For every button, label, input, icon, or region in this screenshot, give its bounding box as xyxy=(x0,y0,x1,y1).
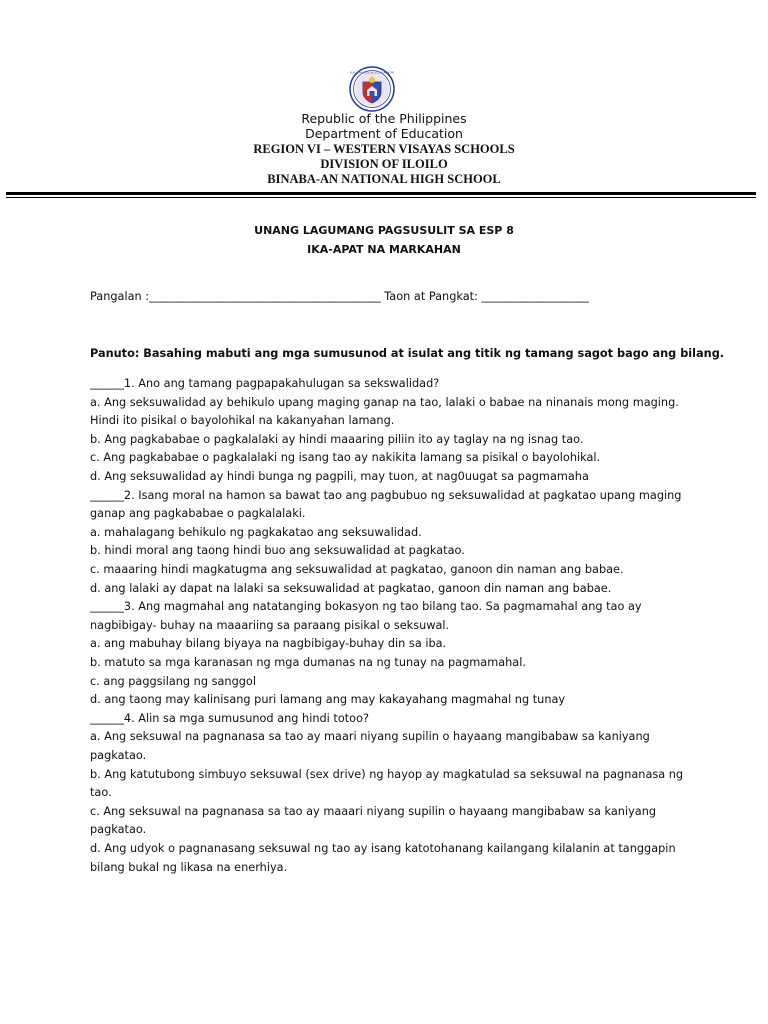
seal-lettering: KAGAWARAN NG EDUKASYON xyxy=(350,70,394,75)
exam-subtitle: IKA-APAT NA MARKAHAN xyxy=(307,243,461,256)
answer-line: b. hindi moral ang taong hindi buo ang seksuwalidad at pagkatao. xyxy=(90,544,465,558)
school-line: BINABA-AN NATIONAL HIGH SCHOOL xyxy=(267,172,501,186)
answer-line: a. Ang seksuwalidad ay behikulo upang maging ganap na tao, lalaki o babae na ninanais mong maging. xyxy=(90,395,679,409)
answer-line: nagbibigay- buhay na maaariing sa paraang pisikal o seksuwal. xyxy=(90,618,450,632)
answer-line: b. Ang katutubong simbuyo seksuwal (sex drive) ng hayop ay magkatulad sa seksuwal na pagnanasa ng xyxy=(90,767,684,781)
header-divider-thick xyxy=(6,192,756,195)
region-line: REGION VI – WESTERN VISAYAS SCHOOLS xyxy=(253,142,515,156)
question-item: ______2. Isang moral na hamon sa bawat tao ang pagbubuo ng seksuwalidad at pagkatao upang maging xyxy=(90,488,682,502)
answer-line: a. ang mabuhay bilang biyaya na nagbibigay-buhay din sa iba. xyxy=(90,637,447,651)
answer-line: d. Ang udyok o pagnanasang seksuwal ng tao ay isang katotohanang kailangang kilalanin at tanggapin xyxy=(90,842,676,855)
answer-line: bilang bukal ng likasa na enerhiya. xyxy=(90,860,288,874)
answer-line: Hindi ito pisikal o bayolohikal na kakanyahan lamang. xyxy=(90,414,395,428)
answer-line: c. Ang pagkababae o pagkalalaki ng isang tao ay nakikita lamang sa pisikal o bayolohikal. xyxy=(90,451,601,465)
division-line: DIVISION OF ILOILO xyxy=(320,157,448,171)
answer-line: c. Ang seksuwal na pagnanasa sa tao ay maaari niyang supilin o hayaang mangibabaw sa kaniyang xyxy=(90,804,657,818)
answer-line: ganap ang pagkababae o pagkalalaki. xyxy=(90,507,306,521)
exam-title: UNANG LAGUMANG PAGSUSULIT SA ESP 8 xyxy=(254,224,514,237)
question-item: ______4. Alin sa mga sumusunod ang hindi totoo? xyxy=(90,711,369,725)
answer-line: b. matuto sa mga karanasan ng mga dumanas na ng tunay na pagmamahal. xyxy=(90,656,526,669)
answer-line: a. mahalagang behikulo ng pagkakatao ang seksuwalidad. xyxy=(90,525,422,539)
deped-seal-logo xyxy=(349,66,395,112)
answer-line: c. maaaring hindi magkatugma ang seksuwalidad at pagkatao, ganoon din naman ang babae. xyxy=(90,563,624,576)
answer-line: pagkatao. xyxy=(90,823,147,837)
answer-line: b. Ang pagkababae o pagkalalaki ay hindi maaaring piliin ito ay taglay na ng isnag tao. xyxy=(90,432,584,446)
header-divider-thin xyxy=(6,197,756,198)
answer-line: c. ang paggsilang ng sanggol xyxy=(90,674,256,688)
name-and-section-field[interactable]: Pangalan :_________________________________________ Taon at Pangkat: ___________________ xyxy=(90,290,589,303)
republic-line: Republic of the Philippines xyxy=(301,111,467,126)
question-item: ______3. Ang magmahal ang natatanging bokasyon ng tao bilang tao. Sa pagmamahal ang tao ay xyxy=(90,600,642,614)
instructions: Panuto: Basahing mabuti ang mga sumusunod at isulat ang titik ng tamang sagot bago ang bilang. xyxy=(90,347,725,360)
answer-line: d. Ang seksuwalidad ay hindi bunga ng pagpili, may tuon, at nag0uugat sa pagmamaha xyxy=(90,470,589,483)
answer-line: d. ang taong may kalinisang puri lamang ang may kakayahang magmahal ng tunay xyxy=(90,693,566,707)
department-line: Department of Education xyxy=(305,126,463,141)
answer-line: a. Ang seksuwal na pagnanasa sa tao ay maari niyang supilin o hayaang mangibabaw sa kaniyang xyxy=(90,730,650,744)
question-item: ______1. Ano ang tamang pagpapakahulugan sa sekswalidad? xyxy=(90,377,440,390)
answer-line: pagkatao. xyxy=(90,749,147,762)
answer-line: tao. xyxy=(90,786,112,800)
answer-line: d. ang lalaki ay dapat na lalaki sa seksuwalidad at pagkatao, ganoon din naman ang babae. xyxy=(90,581,612,595)
